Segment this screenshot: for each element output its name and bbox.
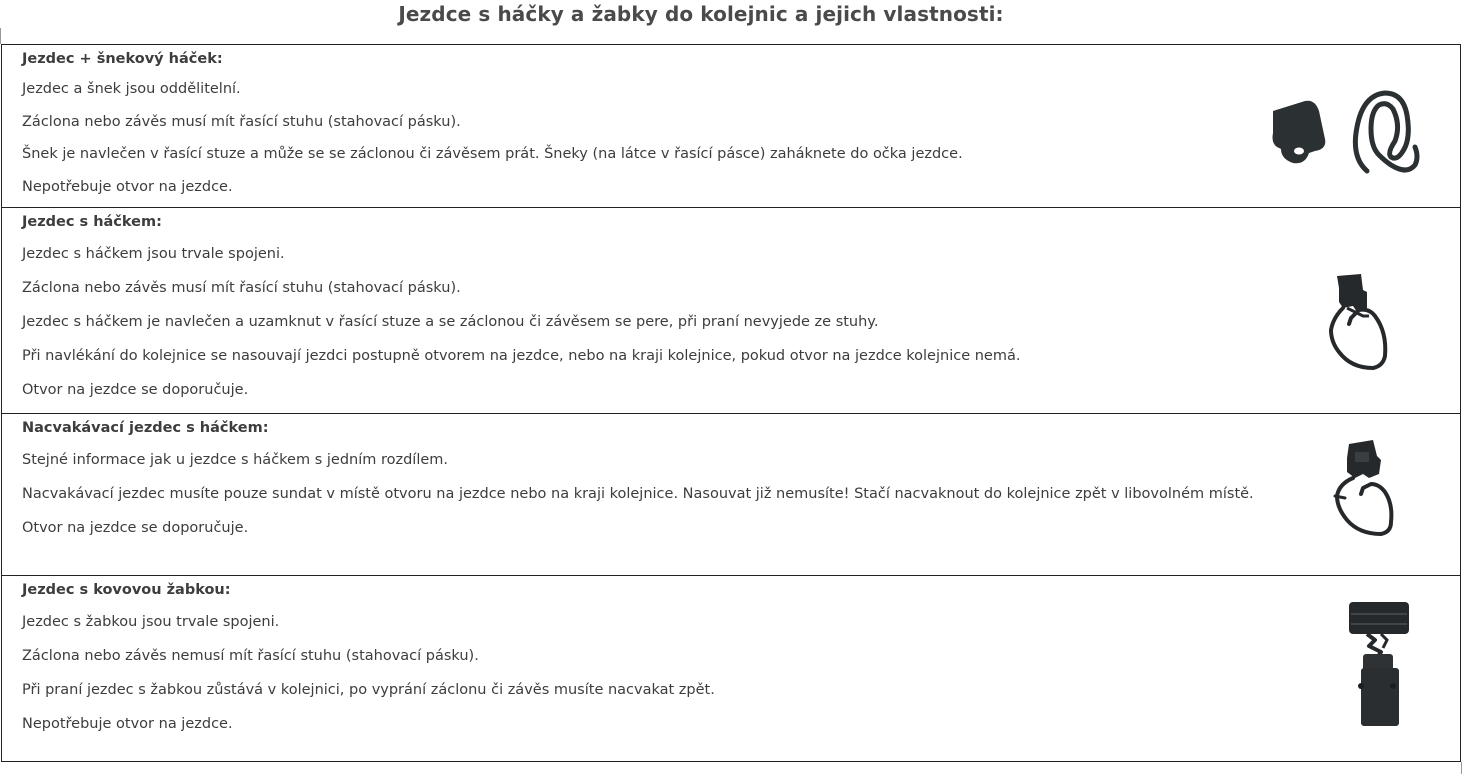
row-text-cell [2, 576, 1261, 762]
row-text-cell [2, 208, 1261, 414]
table-edge-mark [1461, 762, 1462, 774]
row-line: Šnek je navlečen v řasící stuze a může se se záclonou či závěsem prát. Šneky (na látce v řasící pásce) zaháknete do očka jezdce. [22, 146, 963, 162]
snap-slider-with-hook-icon [1333, 438, 1399, 538]
slider-and-snail-hook-icon [1271, 87, 1431, 177]
row-line: Jezdec a šnek jsou oddělitelní. [22, 81, 241, 97]
row-line: Jezdec s žabkou jsou trvale spojeni. [22, 614, 280, 630]
row-line: Jezdec s háčkem je navlečen a uzamknut v řasící stuze a se záclonou či závěsem se pere, při praní nevyjede ze stuhy. [22, 314, 879, 330]
row-line: Otvor na jezdce se doporučuje. [22, 520, 249, 536]
rail-slider-table [1, 44, 1461, 762]
table-row [2, 576, 1461, 762]
row-line: Při navlékání do kolejnice se nasouvají jezdci postupně otvorem na jezdce, nebo na kraji kolejnice, pokud otvor na jezdce kolejnice nemá. [22, 348, 1021, 364]
row-image-cell [1261, 208, 1461, 414]
table-row [2, 208, 1461, 414]
slider-with-hook-icon [1329, 272, 1391, 372]
table-row [2, 45, 1461, 208]
table-edge-mark [0, 28, 1, 44]
row-line: Nacvakávací jezdec musíte pouze sundat v místě otvoru na jezdce nebo na kraji kolejnice. Nasouvat již nemusíte! Stačí nacvaknout do kolejnice zpět v libovolném místě. [22, 486, 1254, 502]
slider-with-metal-clip-icon [1347, 600, 1411, 730]
row-line: Záclona nebo závěs musí mít řasící stuhu (stahovací pásku). [22, 114, 461, 130]
row-title: Jezdec s háčkem: [22, 214, 162, 230]
page-title: Jezdce s háčky a žabky do kolejnic a jejich vlastnosti: [398, 2, 1004, 26]
row-line: Nepotřebuje otvor na jezdce. [22, 179, 233, 195]
row-text-cell [2, 414, 1261, 576]
row-line: Stejné informace jak u jezdce s háčkem s jedním rozdílem. [22, 452, 449, 468]
table-row [2, 414, 1461, 576]
row-title: Nacvakávací jezdec s háčkem: [22, 420, 269, 436]
row-line: Záclona nebo závěs nemusí mít řasící stuhu (stahovací pásku). [22, 648, 479, 664]
row-image-cell [1261, 576, 1461, 762]
row-line: Záclona nebo závěs musí mít řasící stuhu (stahovací pásku). [22, 280, 461, 296]
row-image-cell [1261, 45, 1461, 208]
row-text-cell [2, 45, 1261, 208]
row-image-cell [1261, 414, 1461, 576]
row-line: Jezdec s háčkem jsou trvale spojeni. [22, 246, 285, 262]
row-line: Nepotřebuje otvor na jezdce. [22, 716, 233, 732]
row-line: Při praní jezdec s žabkou zůstává v kolejnici, po vyprání záclonu či závěs musíte nacvakat zpět. [22, 682, 715, 698]
row-title: Jezdec + šnekový háček: [22, 51, 223, 67]
row-line: Otvor na jezdce se doporučuje. [22, 382, 249, 398]
row-title: Jezdec s kovovou žabkou: [22, 582, 231, 598]
